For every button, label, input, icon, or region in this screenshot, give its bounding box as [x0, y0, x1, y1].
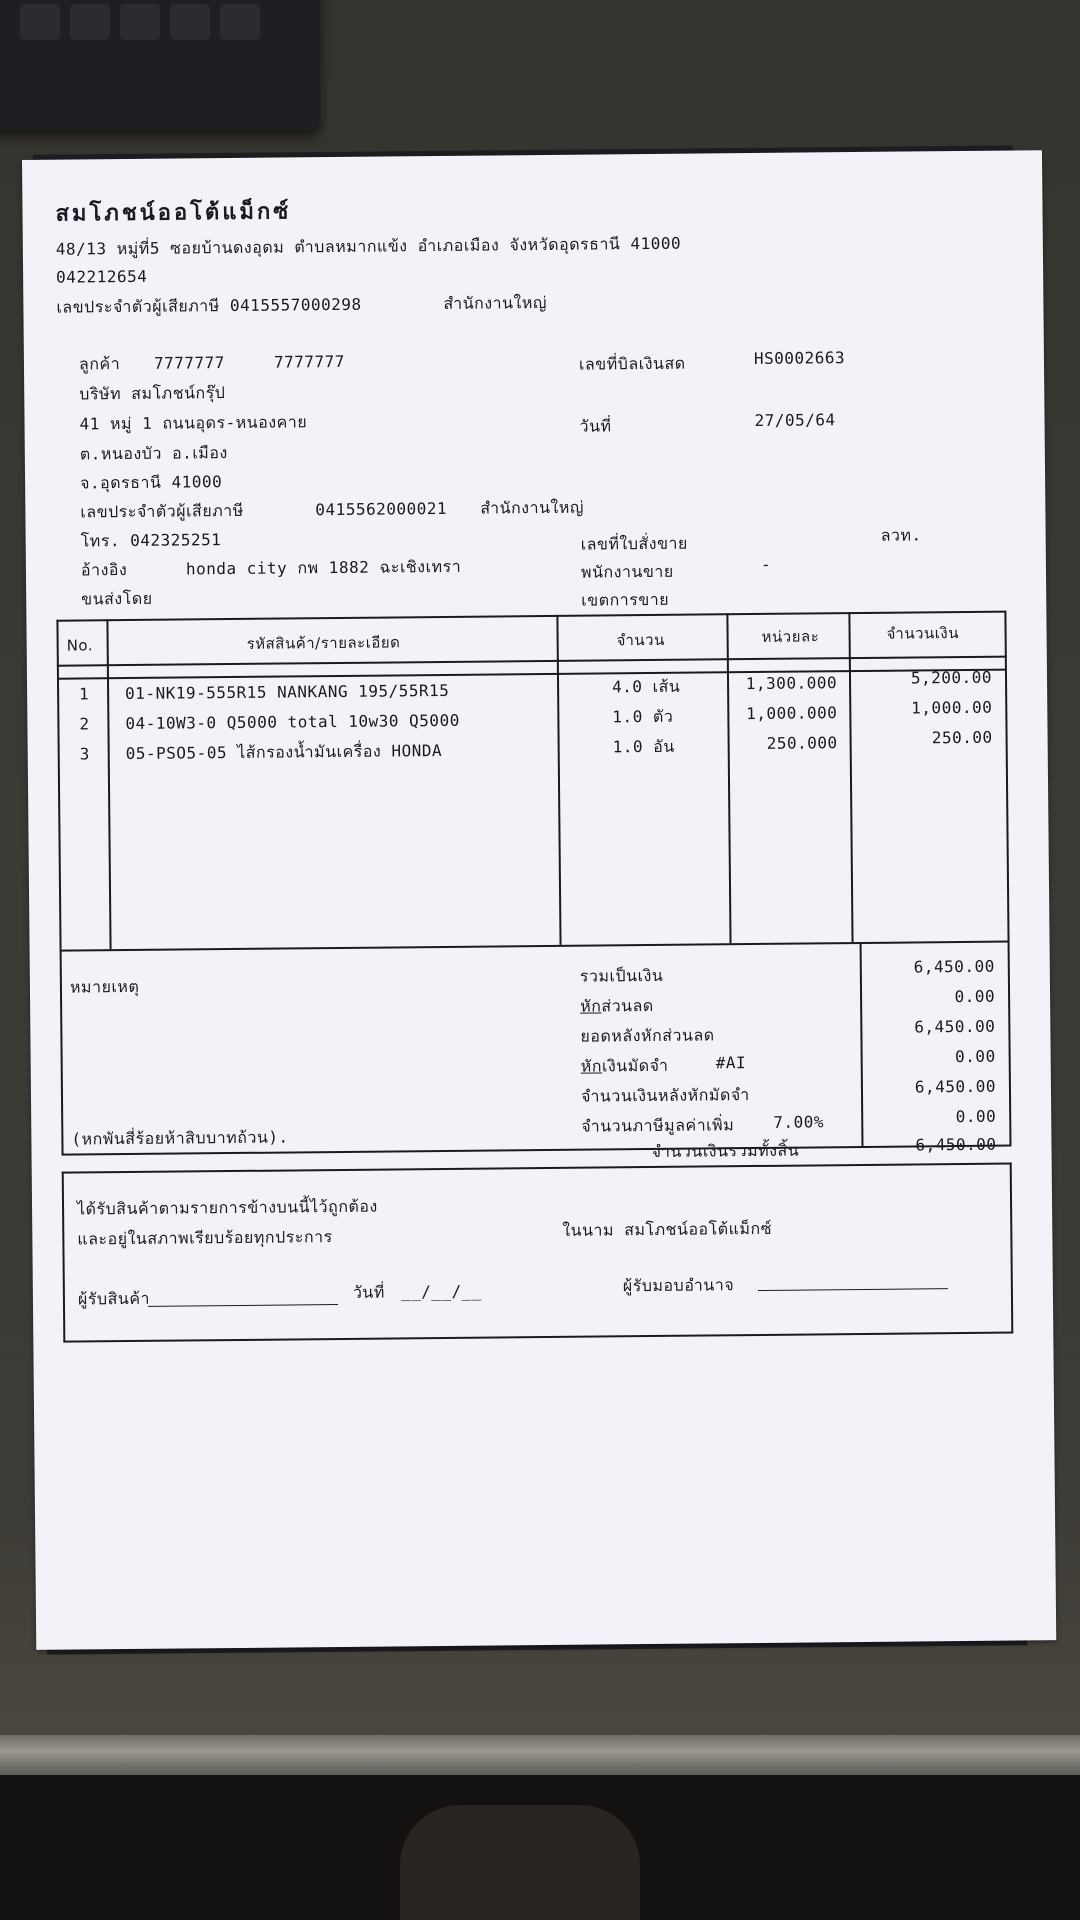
row-unit-price: 1,300.000 [745, 673, 838, 694]
customer-tax-label: เลขประจำตัวผู้เสียภาษี [80, 500, 244, 522]
deposit-code: #AI [715, 1053, 747, 1073]
customer-code-2: 7777777 [273, 351, 345, 372]
grand-total-value: 6,450.00 [915, 1134, 997, 1155]
bill-number-label: เลขที่บิลเงินสด [578, 353, 686, 374]
receive-date-label: วันที่ [352, 1282, 385, 1302]
sales-zone-label: เขตการขาย [581, 589, 670, 610]
bill-number: HS0002663 [753, 348, 846, 368]
discount-value: 0.00 [954, 986, 996, 1007]
total-label: รวมเป็นเงิน [579, 965, 664, 986]
sales-order-label: เลขที่ใบสั่งขาย [580, 533, 688, 554]
customer-tax-id: 0415562000021 [315, 498, 448, 520]
company-phone: 042212654 [56, 266, 148, 287]
keyboard [0, 0, 320, 130]
total-value: 6,450.00 [913, 956, 995, 977]
receive-date-blank: __/__/__ [400, 1281, 483, 1302]
deposit-label: หักเงินมัดจำ [580, 1055, 669, 1076]
salesperson-label: พนักงานขาย [580, 561, 674, 582]
row-unit-price: 250.000 [766, 733, 838, 753]
row-amount: 250.00 [931, 727, 993, 748]
customer-phone: โทร. 042325251 [80, 530, 222, 551]
row-amount: 5,200.00 [910, 667, 993, 688]
col-header-unit-price: หน่วยละ [761, 627, 820, 646]
customer-address-3: จ.อุดรธานี 41000 [80, 472, 223, 493]
row-no: 1 [79, 684, 90, 704]
customer-branch: สำนักงานใหญ่ [480, 497, 585, 518]
company-branch: สำนักงานใหญ่ [443, 292, 548, 313]
customer-label: ลูกค้า [78, 354, 121, 374]
row-unit-price: 1,000.000 [746, 703, 838, 724]
deposit-value: 0.00 [955, 1046, 996, 1067]
receiver-label: ผู้รับสินค้า [77, 1288, 151, 1309]
row-amount: 1,000.00 [911, 697, 993, 718]
receipt-paper [22, 150, 1056, 1650]
vat-label: จำนวนภาษีมูลค่าเพิ่ม [581, 1115, 735, 1136]
customer-address-2: ต.หนองบัว อ.เมือง [79, 443, 228, 464]
shipping-label: ขนส่งโดย [81, 588, 153, 609]
authorized-signature-line [758, 1288, 948, 1291]
amount-in-words: (หกพันสี่ร้อยห้าสิบบาทถ้วน). [71, 1127, 289, 1149]
col-header-amount: จำนวนเงิน [886, 624, 960, 643]
discount-label: หักส่วนลด [580, 995, 654, 1016]
row-quantity: 1.0 ตัว [612, 706, 674, 727]
desk-edge [0, 1735, 1080, 1775]
after-deposit-label: จำนวนเงินหลังหักมัดจำ [580, 1085, 750, 1106]
floor [0, 1775, 1080, 1920]
after-deposit-value: 6,450.00 [914, 1076, 997, 1097]
row-description: 01-NK19-555R15 NANKANG 195/55R15 [125, 680, 450, 704]
remark-label: หมายเหตุ [69, 976, 140, 997]
col-header-no: No. [66, 636, 94, 655]
after-discount-value: 6,450.00 [914, 1016, 996, 1037]
on-behalf-of: ในนาม สมโภชน์ออโต้แม็กซ์ [562, 1218, 773, 1240]
authorized-label: ผู้รับมอบอำนาจ [622, 1275, 735, 1296]
date-label: วันที่ [579, 416, 612, 436]
row-quantity: 1.0 อัน [612, 736, 675, 757]
salesperson-value: - [760, 554, 772, 574]
customer-code: 7777777 [153, 353, 225, 373]
grand-total-label: จำนวนเงินรวมทั้งสิ้น [651, 1140, 800, 1162]
reference-value: honda city กพ 1882 ฉะเชิงเทรา [185, 556, 462, 579]
customer-address-1: 41 หมู่ 1 ถนนอุดร-หนองคาย [79, 412, 308, 434]
vat-rate: 7.00% [773, 1112, 825, 1132]
receiver-signature-line [148, 1304, 338, 1307]
row-description: 05-PSO5-05 ไส้กรองน้ำมันเครื่อง HONDA [125, 740, 443, 764]
customer-company: บริษัท สมโภชน์กรุ๊ป [79, 383, 226, 404]
sales-order-value: ลวท. [880, 525, 922, 545]
reference-label: อ้างอิง [80, 560, 128, 580]
received-statement-1: ได้รับสินค้าตามรายการข้างบนนี้ไว้ถูกต้อง [76, 1196, 378, 1219]
row-quantity: 4.0 เส้น [611, 676, 681, 697]
row-no: 3 [79, 744, 90, 764]
company-name: สมโภชน์ออโต้แม็กซ์ [55, 199, 292, 227]
row-description: 04-10W3-0 Q5000 total 10w30 Q5000 [125, 710, 460, 734]
col-header-description: รหัสสินค้า/รายละเอียด [246, 633, 401, 653]
after-discount-label: ยอดหลังหักส่วนลด [580, 1025, 715, 1046]
col-header-quantity: จำนวน [616, 630, 665, 650]
vat-value: 0.00 [955, 1106, 997, 1127]
received-statement-2: และอยู่ในสภาพเรียบร้อยทุกประการ [77, 1227, 333, 1249]
row-no: 2 [79, 714, 90, 734]
invoice-date: 27/05/64 [754, 410, 836, 430]
company-tax-id: เลขประจำตัวผู้เสียภาษี 0415557000298 [56, 294, 362, 317]
company-address: 48/13 หมู่ที่5 ซอยบ้านดงอุดม ตำบลหมากแข้ง อำเภอเมือง จังหวัดอุดรธานี 41000 [55, 233, 682, 259]
